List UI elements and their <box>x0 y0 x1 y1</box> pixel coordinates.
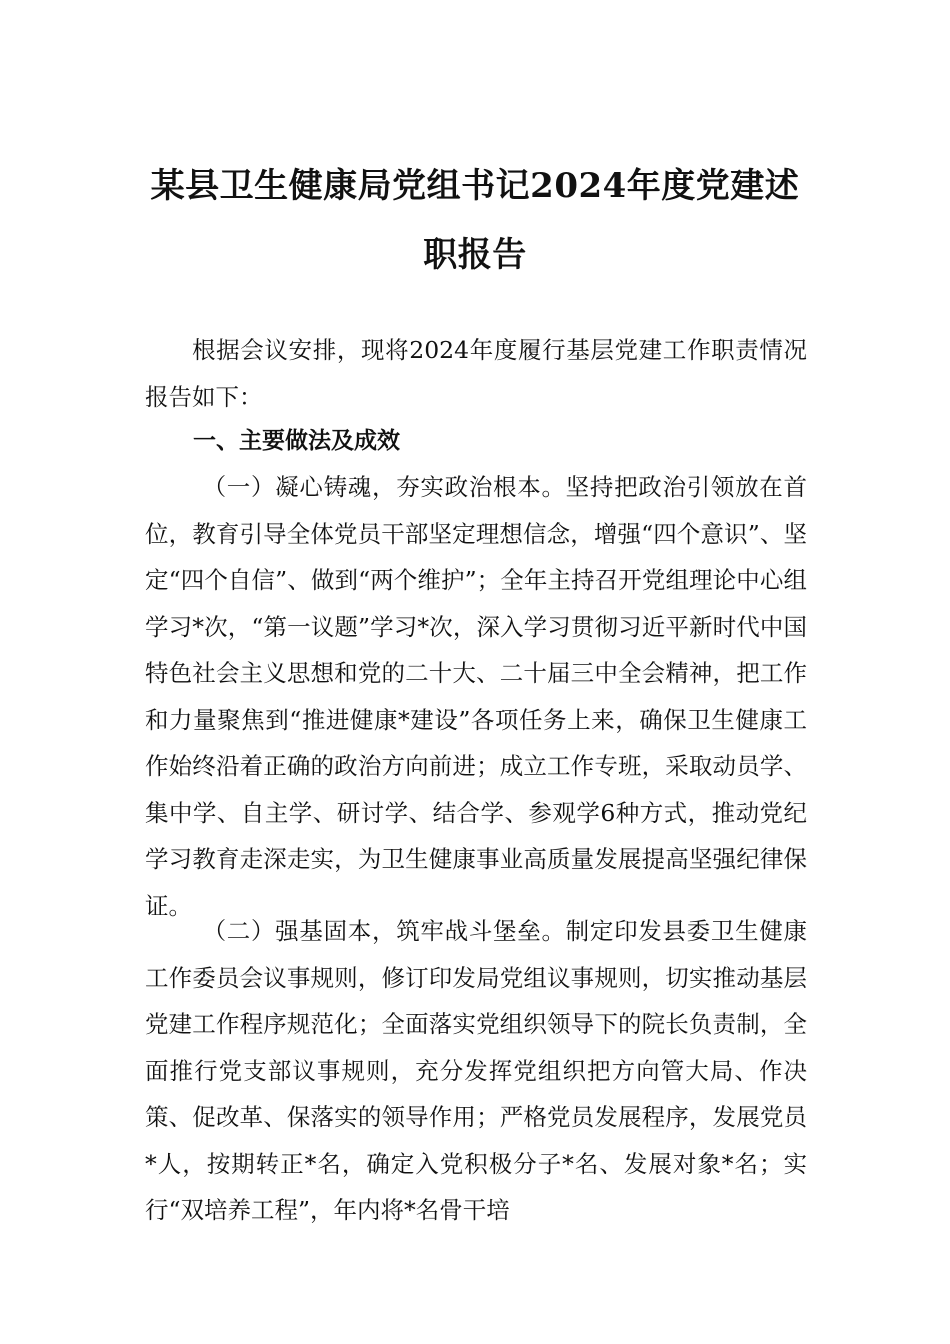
document-title-line-2: 职报告 <box>423 235 527 275</box>
subsection-1-paragraph <box>145 464 807 929</box>
document-title-line-1: 某县卫生健康局党组书记2024年度党建述 <box>150 166 800 206</box>
subsection-2-text: 制定印发县委卫生健康工作委员会议事规则，修订印发局党组议事规则，切实推动基层党建工作程序规范化；全面落实党组织领导下的院长负责制，全面推行党支部议事规则，充分发挥党组织把方向管大局、作决策、促改革、保落实的领导作用；严格党员发展程序，发展党员*人，按期转正*名，确定入党积极分子*名、发展对象*名；实行“双培养工程”，年内将*名骨干培 <box>145 917 808 1224</box>
intro-paragraph: 根据会议安排，现将2024年度履行基层党建工作职责情况报告如下： <box>145 336 807 411</box>
subsection-1-lead: （一）凝心铸魂，夯实政治根本。 <box>202 473 566 501</box>
subsection-2-paragraph <box>145 908 807 1234</box>
subsection-2-lead: （二）强基固本，筑牢战斗堡垒。 <box>202 917 566 945</box>
section-heading-main-practices: 一、主要做法及成效 <box>193 428 400 454</box>
subsection-1-text: 坚持把政治引领放在首位，教育引导全体党员干部坚定理想信念，增强“四个意识”、坚定“四个自信”、做到“两个维护”；全年主持召开党组理论中心组学习*次，“第一议题”学习*次，深入学习贯彻习近平新时代中国特色社会主义思想和党的二十大、二十届三中全会精神，把工作和力量聚焦到“推进健康*建设”各项任务上来，确保卫生健康工作始终沿着正确的政治方向前进；成立工作专班，采取动员学、集中学、自主学、研讨学、结合学、参观学6种方式，推动党纪学习教育走深走实，为卫生健康事业高质量发展提高坚强纪律保证。 <box>145 473 808 920</box>
